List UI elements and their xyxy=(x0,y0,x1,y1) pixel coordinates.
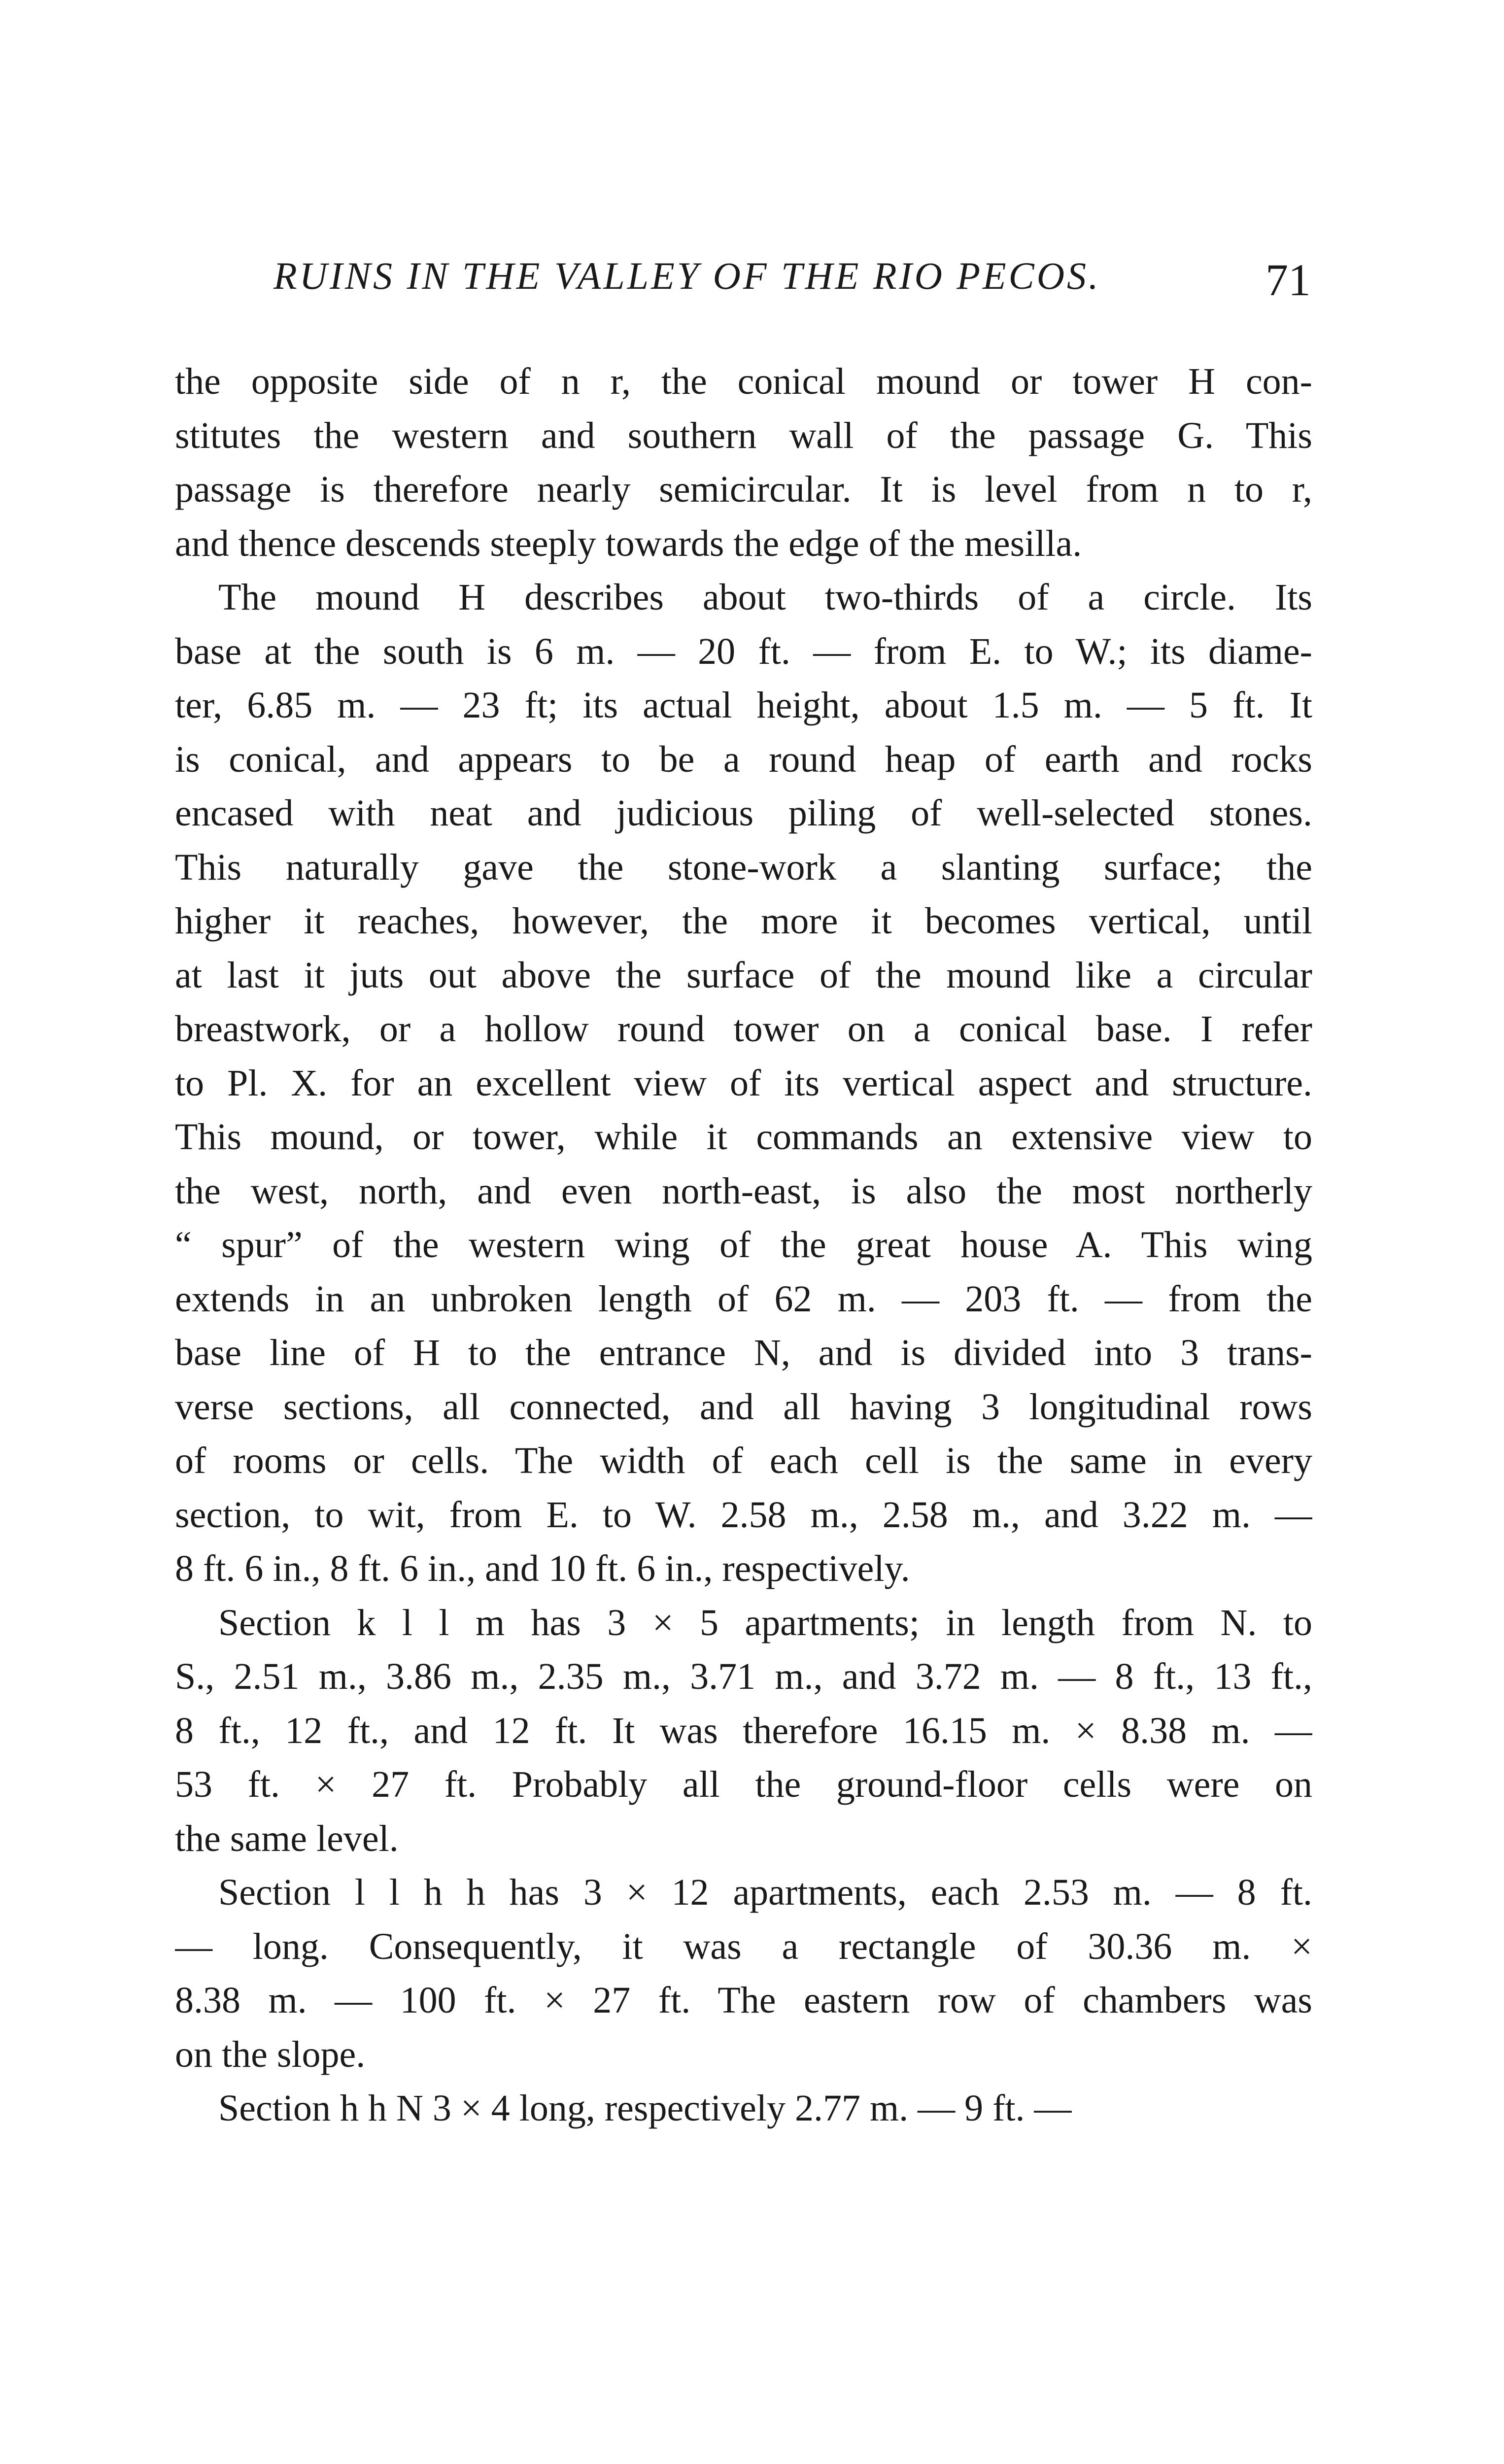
text-line: base at the south is 6 m. — 20 ft. — from E. to W.; its diame- xyxy=(175,630,1312,672)
paragraph xyxy=(175,1596,1312,1866)
text-line: at last it juts out above the surface of the mound like a circular xyxy=(175,954,1312,996)
text-line: 8 ft. 6 in., 8 ft. 6 in., and 10 ft. 6 in., respectively. xyxy=(175,1548,910,1589)
paragraph xyxy=(175,2082,1312,2136)
paragraph xyxy=(175,571,1312,1596)
text-line: the west, north, and even north-east, is also the most northerly xyxy=(175,1170,1312,1212)
text-line: is conical, and appears to be a round heap of earth and rocks xyxy=(175,738,1312,780)
text-line: verse sections, all connected, and all having 3 longitudinal rows xyxy=(175,1386,1312,1428)
text-line: “ spur” of the western wing of the great house A. This wing xyxy=(175,1224,1312,1266)
text-line: stitutes the western and southern wall of the passage G. This xyxy=(175,414,1312,456)
text-line: base line of H to the entrance N, and is divided into 3 trans- xyxy=(175,1332,1312,1373)
running-title: RUINS IN THE VALLEY OF THE RIO PECOS. xyxy=(273,254,1101,297)
text-line: ter, 6.85 m. — 23 ft; its actual height, about 1.5 m. — 5 ft. It xyxy=(175,684,1312,726)
text-line: the same level. xyxy=(175,1817,399,1859)
text-line: higher it reaches, however, the more it becomes vertical, until xyxy=(175,900,1312,942)
text-line: 8.38 m. — 100 ft. × 27 ft. The eastern row of chambers was xyxy=(175,1980,1312,2021)
text-line: S., 2.51 m., 3.86 m., 2.35 m., 3.71 m., and 3.72 m. — 8 ft., 13 ft., xyxy=(175,1656,1312,1697)
text-line: Section l l h h has 3 × 12 apartments, each 2.53 m. — 8 ft. xyxy=(218,1872,1312,1913)
text-line: and thence descends steeply towards the edge of the mesilla. xyxy=(175,522,1082,564)
text-line: This mound, or tower, while it commands an extensive view to xyxy=(175,1116,1312,1158)
text-line: passage is therefore nearly semicircular. It is level from n to r, xyxy=(175,469,1312,510)
text-line: 8 ft., 12 ft., and 12 ft. It was therefore 16.15 m. × 8.38 m. — xyxy=(175,1710,1312,1751)
text-line: This naturally gave the stone-work a slanting surface; the xyxy=(175,846,1312,888)
text-line: Section k l l m has 3 × 5 apartments; in length from N. to xyxy=(218,1602,1312,1643)
page-number: 71 xyxy=(1265,255,1311,305)
text-line: Section h h N 3 × 4 long, respectively 2.77 m. — 9 ft. — xyxy=(218,2088,1072,2129)
text-line: to Pl. X. for an excellent view of its vertical aspect and structure. xyxy=(175,1062,1312,1104)
text-line: of rooms or cells. The width of each cell is the same in every xyxy=(175,1440,1312,1481)
paragraph xyxy=(175,355,1312,571)
text-line: on the slope. xyxy=(175,2033,366,2075)
text-line: The mound H describes about two-thirds of a circle. Its xyxy=(218,577,1312,618)
text-line: breastwork, or a hollow round tower on a conical base. I refer xyxy=(175,1008,1312,1050)
text-line: — long. Consequently, it was a rectangle of 30.36 m. × xyxy=(175,1925,1312,1967)
paragraph xyxy=(175,1866,1312,2082)
body-text xyxy=(175,355,1312,2136)
text-line: extends in an unbroken length of 62 m. — 203 ft. — from the xyxy=(175,1278,1312,1320)
running-head xyxy=(273,249,1311,303)
text-line: encased with neat and judicious piling of well-selected stones. xyxy=(175,792,1312,834)
text-line: 53 ft. × 27 ft. Probably all the ground-floor cells were on xyxy=(175,1764,1312,1805)
text-line: section, to wit, from E. to W. 2.58 m., 2.58 m., and 3.22 m. — xyxy=(175,1494,1312,1536)
text-line: the opposite side of n r, the conical mound or tower H con- xyxy=(175,361,1312,402)
